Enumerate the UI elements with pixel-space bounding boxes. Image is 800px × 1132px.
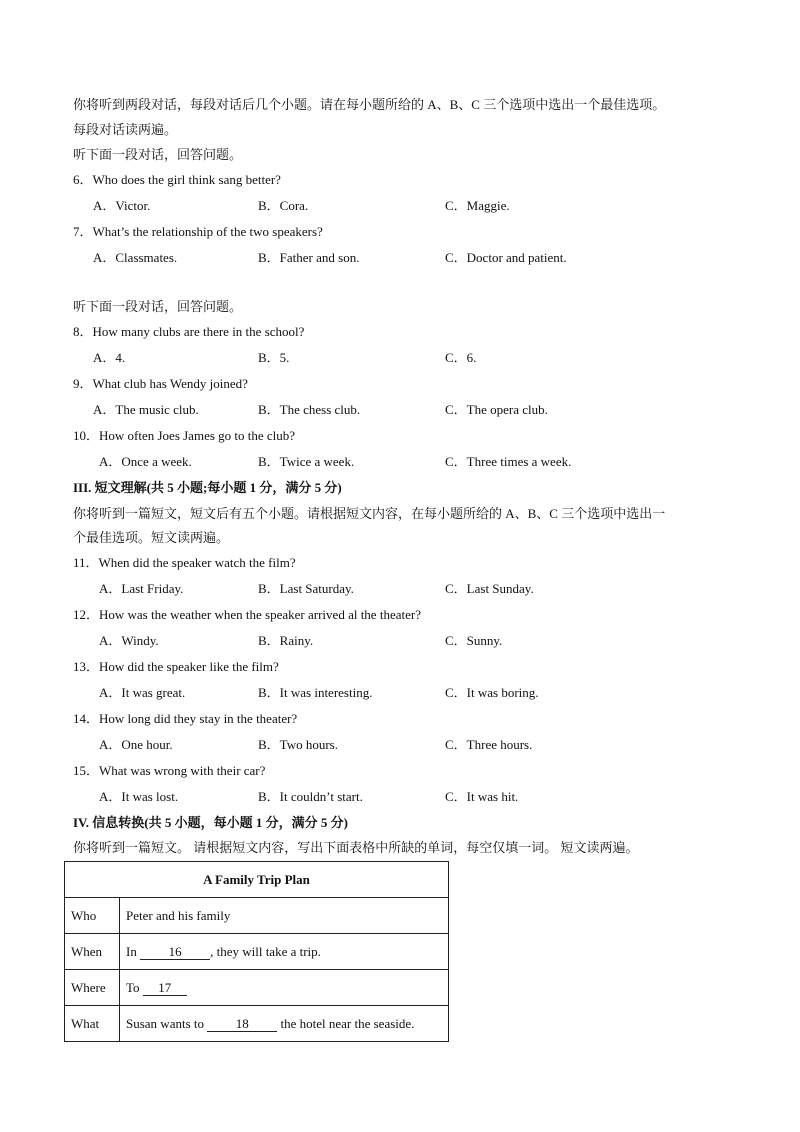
q14-option-c: C．Three hours. — [445, 737, 533, 752]
q10-option-b: B．Twice a week. — [258, 454, 355, 469]
dialog-b-instruction: 听下面一段对话，回答问题。 — [73, 299, 243, 314]
q8-option-a: A．4. — [93, 350, 126, 365]
q9-option-a: A．The music club. — [93, 402, 199, 417]
q7-option-b: B．Father and son. — [258, 250, 360, 265]
row-text-after: the hotel near the seaside. — [277, 1015, 415, 1031]
row-key-where: Where — [65, 970, 120, 1006]
row-value-when — [120, 934, 449, 970]
q11-option-c: C．Last Sunday. — [445, 581, 534, 596]
q13-option-c: C．It was boring. — [445, 685, 539, 700]
question-14: 14．How long did they stay in the theater? — [73, 711, 298, 726]
row-key-what: What — [65, 1006, 120, 1042]
q13-option-a: A．It was great. — [99, 685, 186, 700]
q9-option-c: C．The opera club. — [445, 402, 548, 417]
q11-option-b: B．Last Saturday. — [258, 581, 354, 596]
question-9: 9．What club has Wendy joined? — [73, 376, 248, 391]
row-value-what — [120, 1006, 449, 1042]
question-7: 7．What’s the relationship of the two speakers? — [73, 224, 323, 239]
row-text: Peter and his family — [126, 907, 231, 923]
section-3-instruction-2: 个最佳选项。短文读两遍。 — [73, 530, 230, 545]
section-3-heading: III. 短文理解(共 5 小题;每小题 1 分，满分 5 分) — [73, 480, 342, 495]
section-4-instruction: 你将听到一篇短文。 请根据短文内容，写出下面表格中所缺的单词，每空仅填一词。 短文读两遍。 — [73, 840, 639, 855]
blank-18[interactable]: 18 — [207, 1017, 277, 1032]
trip-plan-table — [64, 861, 449, 1042]
q15-option-c: C．It was hit. — [445, 789, 519, 804]
dialog-a-instruction: 听下面一段对话，回答问题。 — [73, 147, 243, 162]
q15-option-b: B．It couldn’t start. — [258, 789, 363, 804]
row-key-who: Who — [65, 898, 120, 934]
row-text: To — [126, 979, 143, 995]
blank-17[interactable]: 17 — [143, 981, 187, 996]
q7-option-a: A．Classmates. — [93, 250, 178, 265]
q7-option-c: C．Doctor and patient. — [445, 250, 567, 265]
row-text: Susan wants to — [126, 1015, 208, 1031]
row-text: In — [126, 943, 141, 959]
table-row — [65, 934, 449, 970]
q9-option-b: B．The chess club. — [258, 402, 361, 417]
question-10: 10．How often Joes James go to the club? — [73, 428, 296, 443]
question-15: 15．What was wrong with their car? — [73, 763, 266, 778]
q6-option-c: C．Maggie. — [445, 198, 510, 213]
q8-option-c: C．6. — [445, 350, 477, 365]
section-3-instruction-1: 你将听到一篇短文，短文后有五个小题。请根据短文内容，在每小题所给的 A、B、C 三个选项中选出一 — [73, 506, 666, 521]
q14-option-b: B．Two hours. — [258, 737, 338, 752]
q12-option-a: A．Windy. — [99, 633, 159, 648]
blank-16[interactable]: 16 — [140, 945, 210, 960]
q12-option-c: C．Sunny. — [445, 633, 503, 648]
table-header-row — [65, 862, 449, 898]
row-text-after: , they will take a trip. — [210, 943, 321, 959]
table-row — [65, 970, 449, 1006]
table-title: A Family Trip Plan — [65, 862, 449, 898]
question-8: 8．How many clubs are there in the school? — [73, 324, 305, 339]
q12-option-b: B．Rainy. — [258, 633, 314, 648]
q11-option-a: A．Last Friday. — [99, 581, 184, 596]
table-row — [65, 1006, 449, 1042]
q14-option-a: A．One hour. — [99, 737, 173, 752]
question-12: 12．How was the weather when the speaker arrived al the theater? — [73, 607, 421, 622]
row-key-when: When — [65, 934, 120, 970]
q10-option-c: C．Three times a week. — [445, 454, 572, 469]
question-13: 13．How did the speaker like the film? — [73, 659, 279, 674]
table-row — [65, 898, 449, 934]
section-4-heading: IV. 信息转换(共 5 小题，每小题 1 分，满分 5 分) — [73, 815, 348, 830]
row-value-where — [120, 970, 449, 1006]
q6-option-b: B．Cora. — [258, 198, 309, 213]
intro-line-2: 每段对话读两遍。 — [73, 122, 178, 137]
question-6: 6．Who does the girl think sang better? — [73, 172, 281, 187]
intro-line-1: 你将听到两段对话，每段对话后几个小题。请在每小题所给的 A、B、C 三个选项中选出一个最佳选项。 — [73, 97, 666, 112]
question-11: 11．When did the speaker watch the film? — [73, 555, 296, 570]
row-value-who — [120, 898, 449, 934]
q8-option-b: B．5. — [258, 350, 290, 365]
q6-option-a: A．Victor. — [93, 198, 151, 213]
q13-option-b: B．It was interesting. — [258, 685, 373, 700]
q10-option-a: A．Once a week. — [99, 454, 192, 469]
q15-option-a: A．It was lost. — [99, 789, 179, 804]
